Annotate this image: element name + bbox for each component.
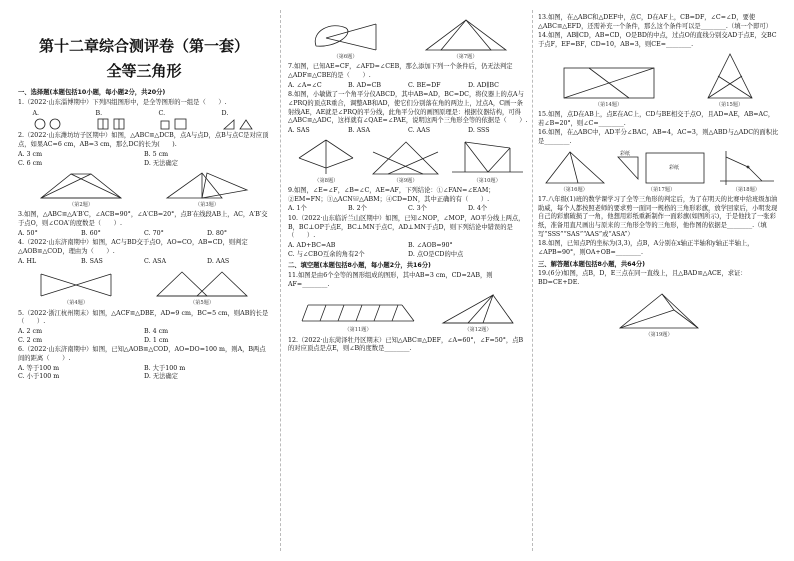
question-3: 3.如图，△ABC≌△A′B′C，∠ACB=90°，∠A′CB=20°，点B′在线段AB上，AC，A′B′交于点O，则∠COA′的度数是（ ）.	[18, 211, 268, 228]
figure-9	[368, 138, 443, 185]
q1-option-b: B.	[96, 110, 130, 131]
q2-option-b: B. 5 cm	[144, 150, 169, 158]
q4-option-c: C. ASA	[144, 257, 167, 265]
figure-17-label-left: 彩纸	[619, 150, 630, 157]
figure-12-caption: （第12题）	[464, 327, 492, 334]
figure-16-caption: （第16题）	[560, 186, 588, 193]
q8-option-b: B. ASA	[348, 126, 371, 134]
q3-option-c: C. 70°	[144, 229, 164, 237]
figure-5-caption: （第5题）	[189, 300, 215, 307]
q4-option-b: B. SAS	[81, 257, 103, 265]
figures-16-18	[538, 149, 780, 194]
q8-option-c: C. AAS	[408, 126, 431, 134]
figure-8	[291, 138, 361, 185]
q4-options	[18, 258, 270, 267]
section-choice-heading: 一、选择题(本题包括10小题，每小题2分，共20分)	[18, 89, 166, 97]
figure-3-caption: （第3题）	[194, 202, 220, 209]
question-18: 18.如图，已知点P的坐标为(3,3)，点B，A分别在x轴正半轴和y轴正半轴上，∠APB=90°，则OA+OB=________.	[538, 240, 754, 256]
figure-19	[614, 290, 704, 339]
question-10: 10.（2022·山东临沂兰山区期中）如图，已知∠NOP，∠MOP，AO平分线上两点，B，BC⊥OP于点E，BC⊥MN于点C，AD⊥MN于点D，则下列结论中错误的是（ ）.	[288, 214, 525, 240]
q1-options	[18, 110, 270, 131]
question-8: 8.如图，小敏做了一个角平分仪ABCD，其中AB=AD，BC=DC，将仪器上的点A与∠PRQ的顶点R重合，调整AB和AD，使它们分别落在角的两边上，过点A，C画一条射线AE，AE就是∠PRQ的平分线，此角平分仪的画图原理是：根据仪器结构，可得△ABC≌△ADC，这样就有∠QAE=∠PAE，说明这两个三角形全等的依据是（ ）.	[288, 91, 528, 125]
q9-option-a: A. 1个	[288, 205, 307, 213]
q7-option-b: B. AD=CB	[348, 81, 381, 89]
question-9: 9.如图，∠E=∠F，∠B=∠C，AE=AF，下列结论：①∠FAN=∠EAM；②EM=FN；③△ACN≌△ABM；④CD=DN，其中正确的有（ ）.	[288, 186, 495, 203]
question-2: 2.（2022·山东潍坊坊子区期中）如图，△ABC≌△DCB，点A与点D，点B与点C是对应顶点，如果AC=6 cm，AB=3 cm，那么DC的长为( ).	[18, 132, 269, 149]
figures-11-12	[288, 291, 528, 334]
q7-option-a: A. ∠A=∠C	[288, 81, 322, 89]
q5-option-d: D. 1 cm	[144, 336, 169, 344]
question-17: 17.八年级(1)班的数学课学习了全等三角形的判定后，为了在明天的比赛中给班级加油助威，每个人都按照老师的要求剪一面同一规格的三角形彩旗，放学回家后，小明发现自己的彩旗破损了一角，他想用彩纸重新制作一面彩旗(如图所示)，于是他找了一张彩纸，准备用直尺画出与原来的三角形全等的三角形，他作图的依据是________.（填写“SSS”“SAS”“AAS”或“ASA”）	[538, 195, 778, 238]
question-13: 13.如图，在△ABC和△DEF中，点C，D在AF上，CB=DF，∠C=∠D，要使△ABC≌△EFD，还需补充一个条件，那么这个条件可以是________.（填一个即可）	[538, 14, 772, 30]
q6-option-b: B. 大于100 m	[144, 364, 186, 372]
question-19: 19.(6分)如图，点B，D，E三点在同一直线上，且△BAD≌△ACE，求证：BD=CE+DE.	[538, 270, 747, 287]
figure-2	[36, 170, 126, 209]
figure-14	[559, 62, 659, 109]
q5-option-a: A. 2 cm	[18, 328, 43, 336]
q6-option-d: D. 无法确定	[144, 373, 179, 381]
figure-15	[700, 52, 760, 109]
q5-option-b: B. 4 cm	[144, 328, 169, 336]
figure-18	[716, 149, 776, 194]
figure-2-caption: （第2题）	[68, 202, 94, 209]
column-divider	[280, 10, 281, 551]
column-left	[18, 14, 270, 383]
q10-option-a: A. AD+BC=AB	[288, 241, 336, 249]
q4-option-d: D. AAS	[207, 257, 230, 265]
figure-16	[542, 149, 607, 194]
question-7: 7.如图，已知AE=CF，∠AFD=∠CEB，那么添加下列一个条件后，仍无法判定△ADF≌△CBE的是（ ）.	[288, 63, 513, 79]
section-answer-heading: 三、解答题(本题包括8小题，共64分)	[538, 260, 646, 268]
figure-17-caption: （第17题）	[647, 186, 676, 193]
figures-2-3	[18, 170, 270, 209]
q7-option-d: D. AD∥BC	[468, 81, 499, 89]
question-6: 6.（2022·山东济南期中）如图，已知△AOB≌△COD，AO=DO=100 m，则A，B两点间的距离（ ）.	[18, 346, 266, 363]
figure-14-caption: （第14题）	[594, 101, 623, 108]
figure-17-label-right: 彩纸	[668, 164, 679, 171]
figure-15-caption: （第15题）	[715, 101, 744, 108]
figure-9-caption: （第9题）	[393, 177, 418, 184]
q7-option-c: C. BE=DF	[408, 81, 441, 89]
q8-options	[288, 127, 528, 136]
figure-7-caption: （第7题）	[453, 54, 478, 60]
figure-8-caption: （第8题）	[314, 177, 339, 184]
q3-options	[18, 230, 270, 239]
figure-17	[614, 149, 709, 194]
q3-option-d: D. 80°	[207, 229, 227, 237]
q2-option-c: C. 6 cm	[18, 159, 43, 167]
figure-18-caption: （第18题）	[732, 186, 760, 193]
q3-option-a: A. 50°	[18, 229, 38, 237]
figure-7	[421, 16, 511, 61]
q9-option-d: D. 4个	[468, 205, 488, 213]
q6-options	[18, 365, 270, 382]
q1-option-c: C.	[159, 110, 193, 131]
q9-option-c: C. 3个	[408, 205, 427, 213]
figure-4-caption: （第4题）	[63, 300, 89, 307]
figure-6-caption: （第6题）	[333, 54, 358, 60]
question-15: 15.如图，点D在AB上，点E在AC上，CD与BE相交于点O，且AD=AE，AB=AC，若∠B=20°，则∠C=________.	[538, 110, 775, 127]
figure-11	[298, 299, 418, 334]
q1-option-d: D.	[222, 110, 256, 131]
q10-option-d: D. 点O是CD的中点	[408, 250, 464, 258]
figures-6-7	[288, 16, 528, 61]
q2-options	[18, 151, 270, 168]
figures-4-5	[18, 268, 270, 307]
q1-option-a: A.	[33, 110, 67, 131]
figure-12	[438, 291, 518, 334]
figure-10-caption: （第10题）	[473, 177, 501, 184]
q4-option-a: A. HL	[18, 257, 37, 265]
q9-option-b: B. 2个	[348, 205, 367, 213]
column-divider	[532, 10, 533, 551]
q10-option-b: B. ∠AOB=90°	[408, 241, 453, 249]
question-14: 14.如图，AB∥CD，AB=CD，O是BD的中点，过点O的直线分别交AD于点E，交BC于点F，EF=BF，CD=10，AB=3，则CE=________.	[538, 32, 777, 49]
q8-option-d: D. SSS	[468, 126, 490, 134]
page-subtitle: 全等三角形	[106, 61, 182, 80]
q5-options	[18, 328, 270, 345]
section-fill-heading: 二、填空题(本题包括8小题，每小题2分，共16分)	[288, 262, 431, 270]
column-right	[538, 14, 780, 341]
q2-option-a: A. 3 cm	[18, 150, 43, 158]
figure-19-row	[538, 290, 780, 339]
figure-6	[306, 16, 386, 61]
question-16: 16.如图，在△ABC中，AD平分∠BAC，AB=4，AC=3，则△ABD与△ADC的面积比是________.	[538, 129, 779, 145]
figure-19-caption: （第19题）	[645, 331, 673, 338]
q6-option-a: A. 等于100 m	[18, 364, 60, 372]
q10-options	[288, 242, 528, 259]
question-11: 11.如图是由6个全等的图形组成的图形，其中AB=3 cm，CD=2AB，则AF=________.	[288, 272, 493, 288]
figures-14-15	[538, 52, 780, 109]
q5-option-c: C. 2 cm	[18, 336, 43, 344]
question-1: 1.（2022·山东淄博期中）下列四组图形中，是全等图形的一组是（ ）.	[18, 99, 227, 107]
figure-11-caption: （第11题）	[344, 327, 372, 334]
q6-option-c: C. 小于100 m	[18, 373, 60, 381]
q2-option-d: D. 无法确定	[144, 159, 179, 167]
figure-10	[450, 138, 525, 185]
q10-option-c: C. 与∠CBO互余的角有2个	[288, 250, 365, 258]
column-middle	[288, 14, 528, 355]
figures-8-10	[288, 138, 528, 185]
q3-option-b: B. 60°	[81, 229, 101, 237]
page-title: 第十二章综合测评卷（第一套）	[38, 37, 249, 55]
figure-4	[36, 268, 116, 307]
question-5: 5.（2022·浙江杭州期末）如图，△ACF≌△DBE，AD=9 cm，BC=5 cm，则AB的长是（ ）.	[18, 309, 269, 326]
q9-options	[288, 205, 528, 214]
figure-5	[152, 268, 252, 307]
question-4: 4.（2022·山东济南期中）如图，AC与BD交于点O，AO=CO，AB=CD，则判定△AOB≌△COD，理由为（ ）.	[18, 239, 248, 256]
question-12: 12.（2022·山东菏泽牡丹区期末）已知△ABC≌△DEF，∠A=60°，∠F=50°，点B的对应顶点是点E，则∠B的度数是________.	[288, 336, 524, 353]
q8-option-a: A. SAS	[288, 126, 310, 134]
q7-options	[288, 82, 528, 91]
figure-3	[162, 170, 252, 209]
